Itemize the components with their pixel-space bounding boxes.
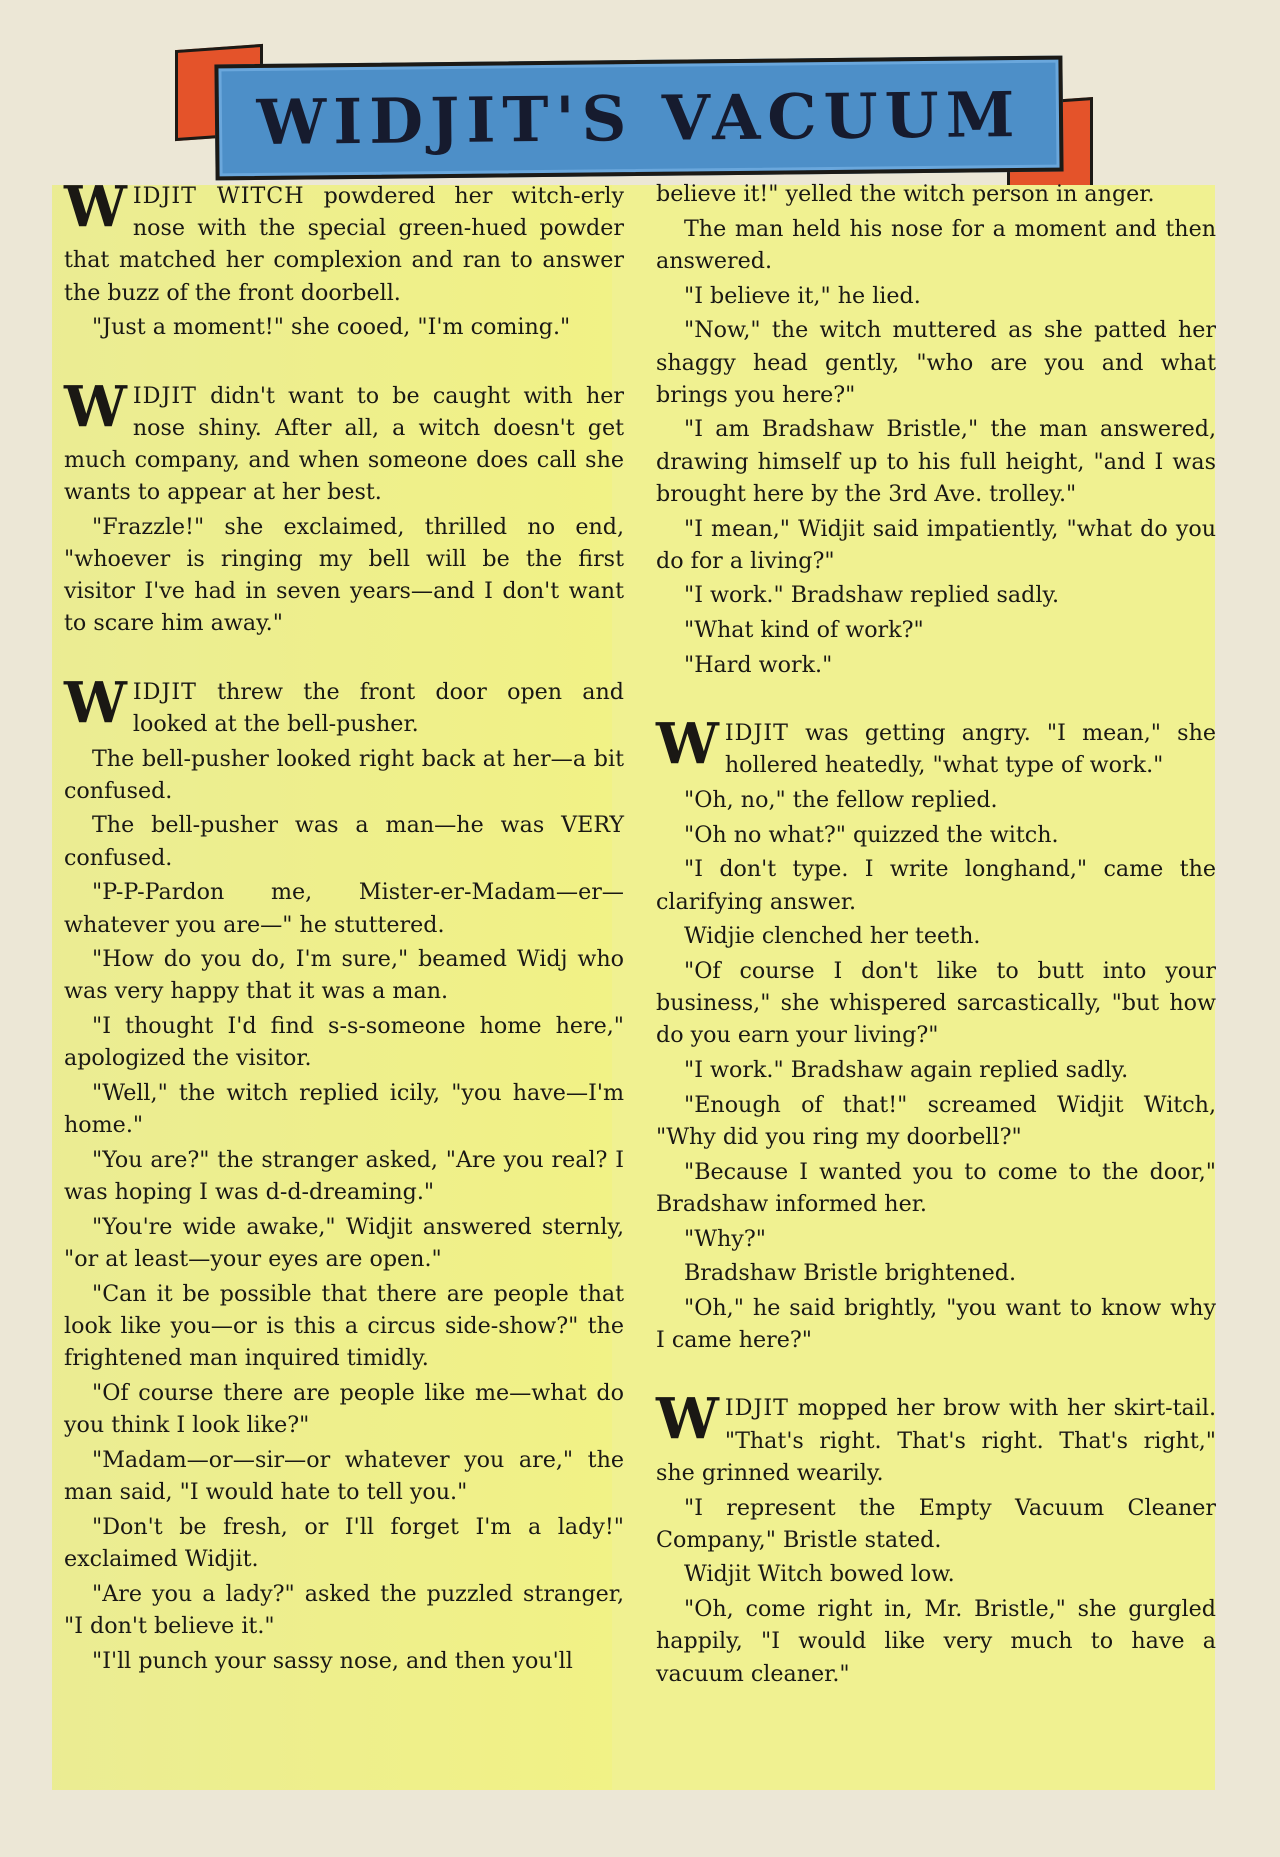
paragraph: "I mean," Widjit said impatiently, "what do you do for a living?" xyxy=(656,515,1216,574)
paragraph: "Because I wanted you to come to the door," Bradshaw informed her. xyxy=(656,1158,1216,1217)
paragraph: Widjit Witch bowed low. xyxy=(684,1561,955,1588)
paragraph: The man held his nose for a moment and then answered. xyxy=(656,215,1216,274)
paragraph: "Oh no what?" quizzed the witch. xyxy=(684,821,1059,848)
banner-ribbon xyxy=(214,56,1063,181)
paragraph: "I represent the Empty Vacuum Cleaner Company," Bristle stated. xyxy=(656,1494,1216,1553)
left-column xyxy=(64,174,624,1679)
paragraph: "Are you a lady?" asked the puzzled stranger, "I don't believe it." xyxy=(64,1580,624,1639)
paragraph: "Madam—or—sir—or whatever you are," the man said, "I would hate to tell you." xyxy=(64,1446,624,1506)
lead-in: IDJIT WITCH xyxy=(132,183,305,209)
lead-in: IDJIT xyxy=(724,1395,789,1422)
paragraph: "Just a moment!" she cooed, "I'm coming." xyxy=(92,314,571,341)
paragraph: "Hard work." xyxy=(684,651,833,678)
paragraph: "Don't be fresh, or I'll forget I'm a lady!" exclaimed Widjit. xyxy=(64,1513,624,1572)
paragraph-text: threw the front door open and looked at the bell-pusher. xyxy=(132,678,624,737)
paragraph-text: didn't want to be caught with her nose shiny. After all, a witch doesn't get much company, and when someone does call she wants to appear at her best. xyxy=(64,382,624,506)
paragraph: The bell-pusher looked right back at her—a bit confused. xyxy=(64,745,624,804)
title-banner xyxy=(175,42,1093,192)
lead-in: IDJIT xyxy=(132,382,197,409)
paragraph: "Why?" xyxy=(684,1225,766,1252)
paragraph: "I work." Bradshaw replied sadly. xyxy=(684,582,1060,609)
paragraph: Widjie clenched her teeth. xyxy=(684,923,981,950)
paragraph: Bradshaw Bristle brightened. xyxy=(684,1260,1016,1287)
paragraph: "I believe it," he lied. xyxy=(684,282,921,309)
paragraph: "I am Bradshaw Bristle," the man answered, drawing himself up to his full height, "and I was brought here by the 3rd Ave. trolley." xyxy=(656,416,1216,507)
paragraph: "Of course I don't like to butt into your business," she whispered sarcastically, "but how do you earn your living?" xyxy=(656,957,1216,1049)
drop-cap: W xyxy=(64,669,127,736)
paragraph-text: was getting angry. "I mean," she hollered heatedly, "what type of work." xyxy=(724,720,1216,779)
paragraph: "Now," the witch muttered as she patted her shaggy head gently, "who are you and what brings you here?" xyxy=(656,317,1216,408)
paragraph: "Well," the witch replied icily, "you have—I'm home." xyxy=(64,1080,624,1139)
drop-cap: W xyxy=(64,373,127,440)
paragraph: "Can it be possible that there are people that look like you—or is this a circus side-show?" the frightened man inquired timidly. xyxy=(64,1280,624,1372)
paragraph: "I thought I'd find s-s-someone home here," apologized the visitor. xyxy=(64,1013,624,1072)
lead-in: IDJIT xyxy=(132,678,197,705)
section-paragraph xyxy=(64,669,624,740)
lead-in: IDJIT xyxy=(724,720,789,747)
paragraph-text: powdered her witch-erly nose with the special green-hued powder that matched her complexion and ran to answer the buzz of the front doorbell. xyxy=(64,183,624,306)
story-title: WIDJIT'S VACUUM xyxy=(256,77,1022,159)
section-paragraph xyxy=(656,1386,1216,1489)
drop-cap: W xyxy=(656,711,719,778)
drop-cap: W xyxy=(656,1386,719,1453)
paragraph: "Frazzle!" she exclaimed, thrilled no end, "whoever is ringing my bell will be the first visitor I've had in seven years—and I don't want to scare him away." xyxy=(64,513,624,637)
paragraph: "How do you do, I'm sure," beamed Widj who was very happy that it was a man. xyxy=(64,946,624,1005)
paragraph: "You're wide awake," Widjit answered sternly, "or at least—your eyes are open." xyxy=(64,1213,624,1273)
paragraph: The bell-pusher was a man—he was VERY confused. xyxy=(64,812,624,871)
paragraph: "You are?" the stranger asked, "Are you real? I was hoping I was d-d-dreaming." xyxy=(64,1146,624,1206)
section-paragraph xyxy=(64,373,624,509)
section-paragraph xyxy=(64,174,624,309)
paragraph: "Oh, no," the fellow replied. xyxy=(684,786,998,813)
paragraph: "Of course there are people like me—what do you think I look like?" xyxy=(64,1379,624,1439)
paragraph: "P-P-Pardon me, Mister-er-Madam—er—whatever you are—" he stuttered. xyxy=(64,879,624,938)
paragraph-text: mopped her brow with her skirt-tail. "That's right. That's right. That's right," she grinned wearily. xyxy=(656,1395,1216,1486)
paragraph: "Enough of that!" screamed Widjit Witch, "Why did you ring my doorbell?" xyxy=(656,1091,1216,1150)
paragraph: "Oh," he said brightly, "you want to know why I came here?" xyxy=(656,1295,1216,1354)
paragraph: "Oh, come right in, Mr. Bristle," she gurgled happily, "I would like very much to have a vacuum cleaner." xyxy=(656,1596,1216,1687)
paragraph: "What kind of work?" xyxy=(684,617,924,644)
right-column xyxy=(656,178,1216,1692)
paragraph: "I don't type. I write longhand," came the clarifying answer. xyxy=(656,856,1216,915)
paragraph: "I work." Bradshaw again replied sadly. xyxy=(684,1057,1129,1084)
paragraph: "I'll punch your sassy nose, and then you'll xyxy=(92,1647,573,1674)
section-paragraph xyxy=(656,711,1216,781)
continued-paragraph: believe it!" yelled the witch person in anger. xyxy=(656,181,1155,207)
drop-cap: W xyxy=(64,174,127,240)
